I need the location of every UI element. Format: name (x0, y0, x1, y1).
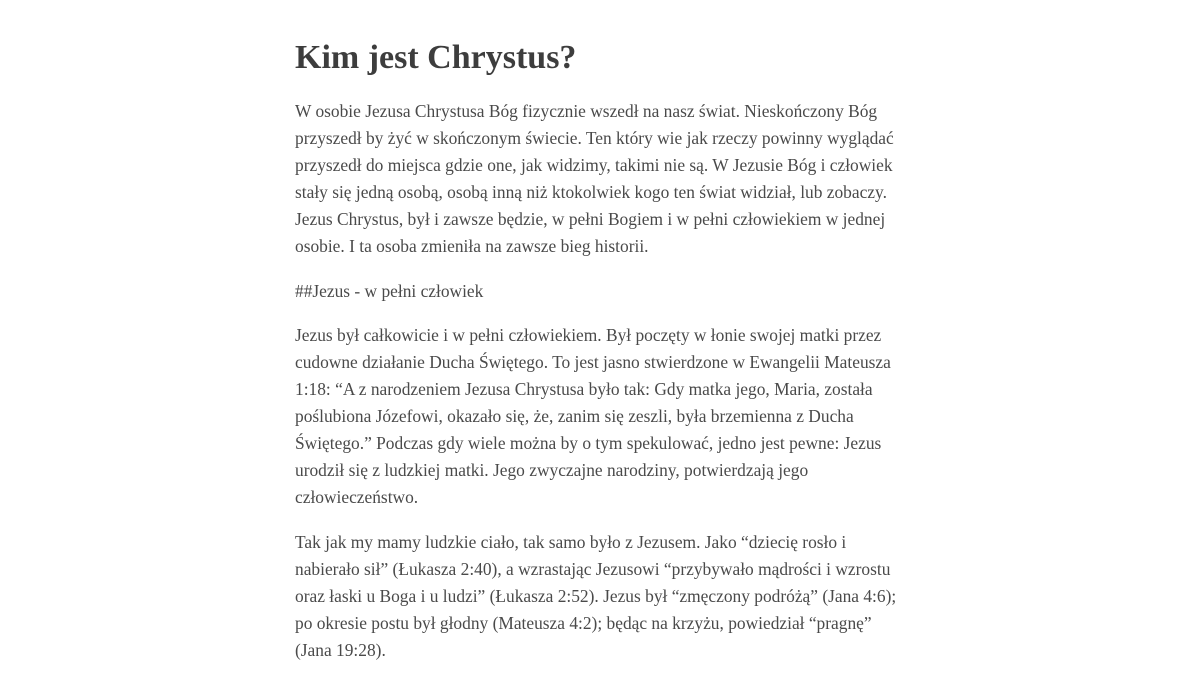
section-heading-human: ##Jezus - w pełni człowiek (295, 281, 484, 301)
paragraph-body: Tak jak my mamy ludzkie ciało, tak samo było z Jezusem. Jako “dziecię rosło i nabierało sił” (Łukasza 2:40), a wzrastając Jezusowi “przybywało mądrości i wzrostu oraz łaski u Boga i u ludzi” (Łukasza 2:52). Jezus był “zmęczony podróżą” (Jana 4:6); po okresie postu był głodny (Mateusza 4:2); będąc na krzyżu, powiedział “pragnę” (Jana 19:28). (295, 532, 897, 660)
paragraph-conception: Jezus był całkowicie i w pełni człowiekiem. Był poczęty w łonie swojej matki przez cudowne działanie Ducha Świętego. To jest jasno stwierdzone w Ewangelii Mateusza 1:18: “A z narodzeniem Jezusa Chrystusa było tak: Gdy matka jego, Maria, została poślubiona Józefowi, okazało się, że, zanim się zeszli, była brzemienna z Ducha Świętego.” Podczas gdy wiele można by o tym spekulować, jedno jest pewne: Jezus urodził się z ludzkiej matki. Jego zwyczajne narodziny, potwierdzają jego człowieczeństwo. (295, 325, 891, 507)
paragraph-intro: W osobie Jezusa Chrystusa Bóg fizycznie wszedł na nasz świat. Nieskończony Bóg przyszedł by żyć w skończonym świecie. Ten który wie jak rzeczy powinny wyglądać przyszedł do miejsca gdzie one, jak widzimy, takimi nie są. W Jezusie Bóg i człowiek stały się jedną osobą, osobą inną niż ktokolwiek kogo ten świat widział, lub zobaczy. Jezus Chrystus, był i zawsze będzie, w pełni Bogiem i w pełni człowiekiem w jednej osobie. I ta osoba zmieniła na zawsze bieg historii. (295, 101, 894, 256)
article (295, 38, 910, 682)
page-title: Kim jest Chrystus? (295, 39, 577, 76)
